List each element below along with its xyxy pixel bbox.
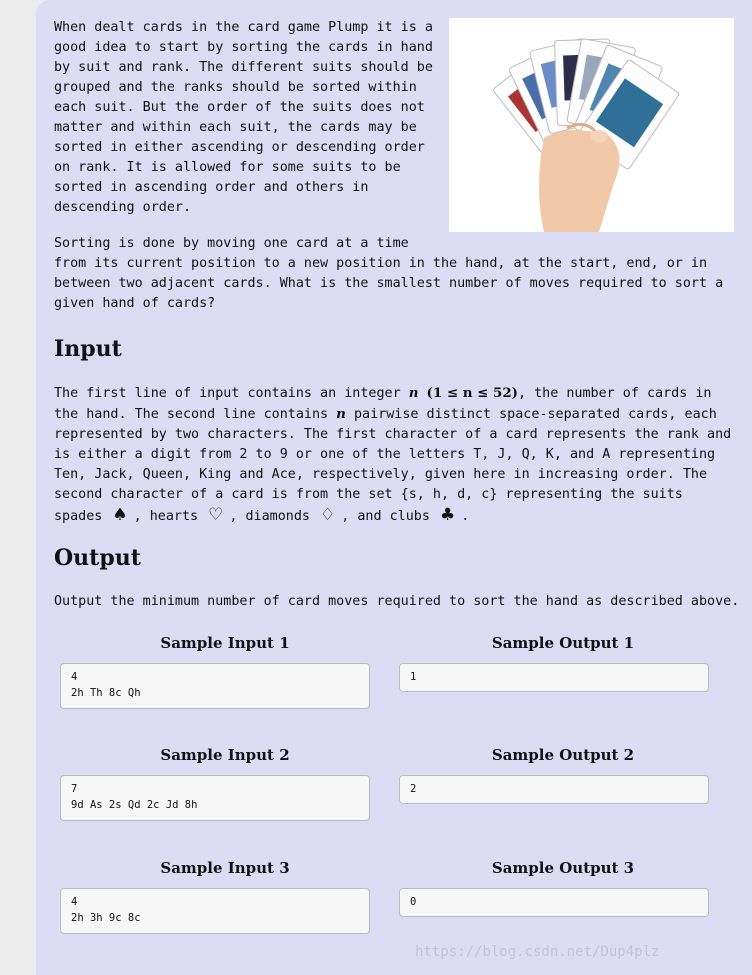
spade-icon: ♠ [112,505,128,525]
input-heading: Input [54,336,122,362]
sample-output-2-label: Sample Output 2 [491,746,635,764]
sample-input-2[interactable]: 7 9d As 2s Qd 2c Jd 8h [60,775,370,821]
sample-input-3-label: Sample Input 3 [160,859,290,877]
sorting-paragraph-line1: Sorting is done by moving one card at a time [54,236,409,251]
hearts-text: , hearts [133,509,199,524]
input-end-period: . [461,509,470,524]
sample-output-3-label: Sample Output 3 [491,859,635,877]
output-heading: Output [54,545,141,571]
club-icon: ♣ [439,505,456,525]
watermark: https://blog.csdn.net/Dup4plz [415,944,660,960]
sample-output-2[interactable]: 2 [399,775,709,804]
input-text-2: , the number of cards in the hand. The second line contains [54,386,712,422]
sample-output-1-label: Sample Output 1 [491,634,635,652]
output-description: Output the minimum number of card moves required to sort the hand as described above. [54,594,740,609]
input-description [54,383,734,527]
diamond-icon: ♢ [320,505,336,525]
sample-input-1[interactable]: 4 2h Th 8c Qh [60,663,370,709]
math-var-n-2: n [336,406,346,422]
input-text-3: pairwise distinct space-separated cards, each represented by two characters. The first character of a card represents the rank and is either a digit from 2 to 9 or one of the letters T, J, Q, K, and A representing Ten, Jack, Queen, King and Ace, respectively, given here in increasing order. The second character of a card is from the set {s, h, d, c} representing the suits [54,407,732,502]
sorting-paragraph [54,234,734,314]
math-constraint: (1 ≤ n ≤ 52) [426,385,518,401]
clubs-text: , and clubs [341,509,430,524]
sample-output-1[interactable]: 1 [399,663,709,692]
input-text-1: The first line of input contains an integer [54,386,409,401]
diamonds-text: , diamonds [229,509,310,524]
heart-icon: ♡ [208,505,224,525]
sorting-paragraph-rest: from its current position to a new position in the hand, at the start, end, or in between two adjacent cards. What is the smallest number of moves required to sort a given hand of cards? [54,256,724,311]
hand-of-cards-image [449,18,734,232]
spades-text: spades [54,509,103,524]
sample-input-3[interactable]: 4 2h 3h 9c 8c [60,888,370,934]
sample-input-2-label: Sample Input 2 [160,746,290,764]
intro-paragraph: When dealt cards in the card game Plump it is a good idea to start by sorting the cards in hand by suit and rank. The different suits should be grouped and the ranks should be sorted within each suit. But the order of the suits does not matter and within each suit, the cards may be sorted in either ascending or descending order on rank. It is allowed for some suits to be sorted in ascending order and others in descending order. [54,20,433,215]
sample-output-3[interactable]: 0 [399,888,709,917]
math-var-n: n [408,385,419,401]
sample-input-1-label: Sample Input 1 [160,634,290,652]
problem-panel [36,0,752,975]
